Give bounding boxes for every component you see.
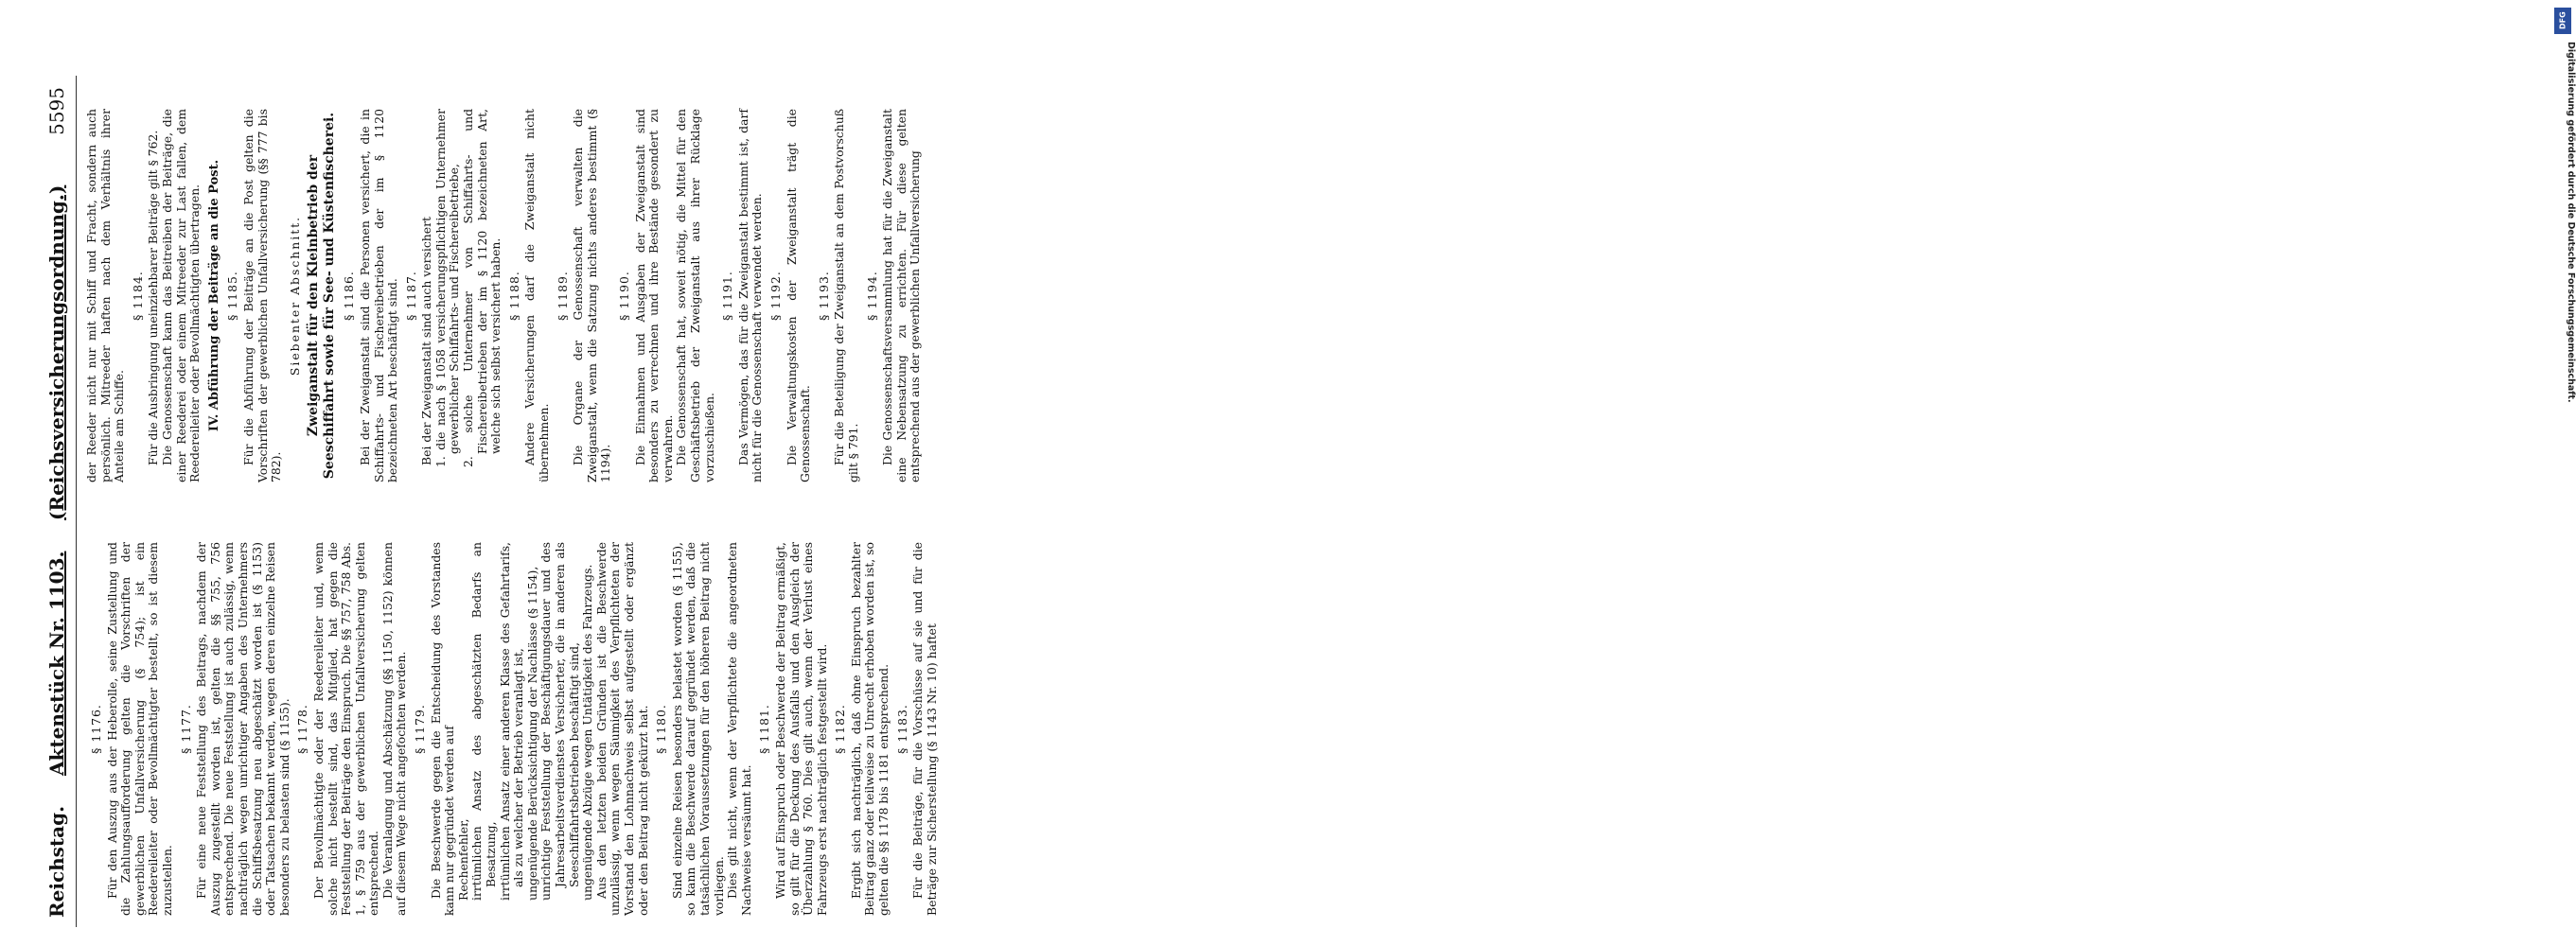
rotated-page-content: [38, 76, 1259, 927]
paragraph: Die Veranlagung und Abschätzung (§§ 1150, 1152) können auf diesem Wege nicht angefochten werden.: [379, 542, 409, 916]
dfg-logo: DFG: [2554, 8, 2571, 34]
paragraph: Die Beschwerde gegen die Entscheidung des Vorstandes kann nur gegründet werden auf: [428, 542, 457, 916]
paragraph: Ergibt sich nachträglich, daß ohne Einspruch bezahlter Beitrag ganz oder teilweise zu Unrecht erhoben worden ist, so gelten die §§ 1178 bis 1181 entsprechend.: [848, 542, 891, 916]
section-number: § 1176.: [89, 704, 103, 754]
paragraph: der Reeder nicht nur mit Schiff und Fracht, sondern auch persönlich. Mitreeder haften nach dem Verhältnis ihrer Anteile am Schiffe.: [84, 109, 127, 482]
section-number: § 1194.: [864, 271, 879, 321]
paragraph: Bei der Zweiganstalt sind auch versichert: [419, 216, 434, 465]
section-number: § 1183.: [894, 704, 909, 754]
paragraph: Die Verwaltungskosten der Zweiganstalt trägt die Genossenschaft.: [784, 109, 813, 482]
section-number: § 1180.: [654, 704, 669, 754]
section-number: § 1182.: [833, 704, 848, 754]
paragraph: Andere Versicherungen darf die Zweiganstalt nicht übernehmen.: [522, 109, 552, 482]
paragraph: Für eine neue Feststellung des Beitrags, nachdem der Auszug zugestellt worden ist, gelten die §§ 755, 756 entsprechend. Die neue Feststellung ist auch zulässig, wenn nachträglich wegen unrichtiger Angaben des Unternehmers die Schiffsbesatzung neu abgeschätzt worden ist (§ 1153) oder Tatsachen bekannt werden, wegen deren einzelne Reisen besonders zu belasten sind (§ 1155).: [194, 542, 291, 916]
paragraph: Die Genossenschaftsversammlung hat für die Zweiganstalt eine Nebensatzung zu errichten. Für diese gelten entsprechend aus der gewerblichen Unfallversicherung: [880, 109, 923, 482]
header-left: Reichstag.: [45, 805, 68, 918]
list-item: irrtümlichen Ansatz einer anderen Klasse des Gefahrtarifs, als zu welcher der Betrieb veranlagt ist,: [497, 542, 526, 901]
section-number: § 1191.: [720, 271, 735, 321]
right-column: [85, 109, 1249, 482]
section-number: § 1187.: [403, 271, 418, 321]
section-number: § 1184.: [130, 271, 145, 321]
chapter-title: Zweiganstalt für den Kleinbetrieb der Seeschiffahrt sowie für See- und Küstenfischerei.: [306, 112, 338, 480]
section-number: § 1186.: [342, 271, 357, 321]
paragraph: Sind einzelne Reisen besonders belastet worden (§ 1155), so kann die Beschwerde darauf gegründet werden, daß die tatsächlichen Voraussetzungen für den höheren Beitrag nicht vorliegen.: [669, 542, 726, 916]
left-column: [85, 542, 1249, 916]
list-item: 1. die nach § 1058 versicherungspflichtigen Unternehmer gewerblicher Schiffahrts- und Fischereibetriebe,: [432, 109, 462, 467]
section-number: § 1193.: [816, 271, 831, 321]
section-number: § 1181.: [757, 704, 772, 754]
list-item: ungenügende Abzüge wegen Untätigkeit des Fahrzeugs.: [580, 564, 595, 901]
paragraph: Für die Abführung der Beiträge an die Post gelten die Vorschriften der gewerblichen Unfallversicherung (§§ 777 bis 782).: [240, 109, 284, 482]
running-header: [38, 76, 79, 927]
header-center: Aktenstück Nr. 1103.: [45, 551, 68, 776]
paragraph: Der Bevollmächtigte oder der Reedereileiter und, wenn solche nicht bestellt sind, das Mitglied, hat gegen die Feststellung der Beiträge den Einspruch. Die §§ 757, 758 Abs. 1, § 759 aus der gewerblichen Unfallversicherung gelten entsprechend.: [310, 542, 381, 916]
paragraph: Aus den letzten beiden Gründen ist die Beschwerde unzulässig, wenn wegen Säumigkeit des Verpflichteten der Vorstand den Lohnnachweis selbst aufgestellt oder ergänzt oder den Beitrag nicht gekürzt hat.: [593, 542, 650, 916]
paragraph: Die Genossenschaft hat, soweit nötig, die Mittel für den Geschäftsbetrieb der Zweiganstalt aus ihrer Rücklage vorzuschießen.: [674, 109, 716, 482]
list-item: Rechenfehler,: [455, 818, 470, 901]
paragraph: Bei der Zweiganstalt sind die Personen versichert, die in Schiffahrts- und Fischereibetrieben der im § 1120 bezeichneten Art beschäftigt sind.: [357, 109, 400, 482]
section-number: § 1190.: [617, 271, 631, 321]
paragraph: Die Organe der Genossenschaft verwalten die Zweiganstalt, wenn die Satzung nichts anderes bestimmt (§ 1194).: [571, 109, 613, 482]
paragraph: Für die Beteiligung der Zweiganstalt an dem Postvorschuß gilt § 791.: [832, 109, 860, 482]
list-item: ungenügende Berücksichtigung der Nachlässe (§ 1154),: [524, 566, 539, 901]
paragraph: Die Einnahmen und Ausgaben der Zweiganstalt sind besonders zu verrechnen und ihre Bestände gesondert zu verwahren.: [632, 109, 675, 482]
header-right: (Reichsversicherungsordnung.): [45, 184, 68, 520]
digitization-notice: Digitalisierung gefördert durch die Deutsche Forschungsgemeinschaft.: [2566, 42, 2576, 403]
section-number: § 1188.: [506, 271, 521, 321]
section-number: § 1192.: [768, 271, 783, 321]
list-item: irrtümlichen Ansatz des abgeschätzten Bedarfs an Besatzung,: [469, 542, 499, 901]
chapter-label: Siebenter Abschnitt.: [287, 215, 302, 377]
paragraph: Dies gilt nicht, wenn der Verpflichtete die angeordneten Nachweise versäumt hat.: [725, 542, 753, 916]
section-number: § 1178.: [295, 704, 310, 754]
paragraph: Wird auf Einspruch oder Beschwerde der Beitrag ermäßigt, so gilt für die Deckung des Ausfalls und den Ausgleich der Überzahlung § 760. Dies gilt auch, wenn der Verlust eines Fahrzeugs erst nachträglich festgestellt wird.: [772, 542, 829, 916]
dfg-strip: [1272, 0, 2576, 946]
page-number: 5595: [45, 87, 68, 135]
section-number: § 1177.: [178, 704, 193, 754]
paragraph: Das Vermögen, das für die Zweiganstalt bestimmt ist, darf nicht für die Genossenschaft verwendet werden.: [735, 109, 765, 482]
list-item: unrichtige Feststellung der Beschäftigungsdauer und des Jahresarbeitsverdienstes Versicherter, die in anderen als Seeschiffahrtsbetrieben beschäftigt sind,: [538, 542, 581, 901]
paragraph: Für die Ausbringung uneinziehbarer Beiträge gilt § 762.: [146, 130, 161, 465]
list-item: 2. solche Unternehmer von Schiffahrts- und Fischereibetrieben der im § 1120 bezeichneten Art, welche sich selbst versichert haben.: [461, 109, 503, 467]
section-number: § 1189.: [555, 271, 570, 321]
section-number: § 1185.: [225, 271, 240, 321]
paragraph: Für die Beiträge, für die Vorschüsse auf sie und für die Beträge zur Sicherstellung (§ 1143 Nr. 10) haftet: [910, 542, 939, 916]
paragraph: Die Genossenschaft kann das Beitreiben der Beiträge, die einer Reederei oder einem Mitreeder zur Last fallen, dem Reedereileiter oder Bevollmächtigten übertragen.: [159, 109, 203, 482]
section-number: § 1179.: [413, 704, 428, 754]
paragraph: Für den Auszug aus der Heberolle, seine Zustellung und die Zahlungsaufforderung gelten die Vorschriften der gewerblichen Unfallversicherung (§ 754); ist ein Reedereileiter oder Bevollmächtigter bestellt, so ist diesem zuzustellen.: [104, 542, 174, 916]
header-rule: [76, 76, 77, 927]
section-heading: IV. Abführung der Beiträge an die Post.: [206, 159, 221, 432]
